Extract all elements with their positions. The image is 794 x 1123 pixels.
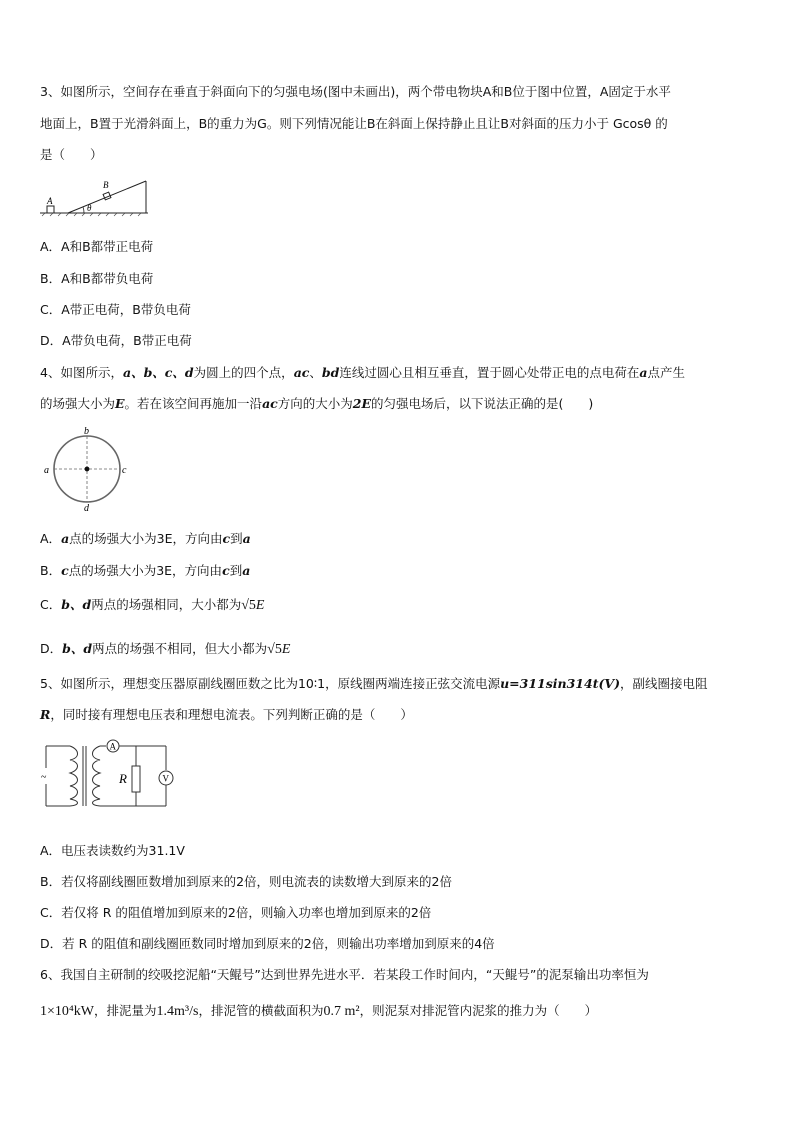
q5-resistor-label: R (119, 771, 127, 786)
q4-stem-line1: 4、如图所示，a、b、c、d为圆上的四个点，ac、bd连线过圆心且相互垂直，置于圆心处带正电的点电荷在a点产生 (40, 365, 686, 380)
q4-circle-figure (42, 424, 130, 512)
q5-option-b[interactable]: B．若仅将副线圈匝数增加到原来的2倍，则电流表的读数增大到原来的2倍 (40, 874, 452, 889)
q3-stem-line3: 是（ ） (40, 147, 103, 162)
q4-label-c: c (122, 465, 127, 476)
q5-option-a[interactable]: A．电压表读数约为31.1V (40, 843, 185, 858)
q3-stem-line1: 3、如图所示，空间存在垂直于斜面向下的匀强电场(图中未画出)，两个带电物块A和B位于图中位置，A固定于水平 (40, 84, 671, 99)
q5-transformer-circuit (40, 738, 180, 814)
q4-stem-line2: 的场强大小为E。若在该空间再施加一沿ac方向的大小为2E的匀强电场后，以下说法正确的是( ) (40, 396, 594, 411)
q5-voltmeter-label: V (162, 773, 169, 784)
q5-option-c[interactable]: C．若仅将 R 的阻值增加到原来的2倍，则输入功率也增加到原来的2倍 (40, 905, 432, 920)
q4-label-d: d (84, 503, 89, 512)
q5-stem-line1: 5、如图所示，理想变压器原副线圈匝数之比为10∶1，原线圈两端连接正弦交流电源u=311sin314t(V)，副线圈接电阻 (40, 676, 708, 691)
q4-label-a: a (44, 465, 49, 476)
q3-label-a: A (47, 196, 53, 206)
q3-option-d[interactable]: D．A带负电荷，B带正电荷 (40, 333, 192, 348)
q4-option-c[interactable]: C．b、d两点的场强相同，大小都为√5E (40, 597, 265, 613)
q3-option-b[interactable]: B．A和B都带负电荷 (40, 271, 154, 286)
q4-option-d[interactable]: D．b、d两点的场强不相同，但大小都为√5E (40, 641, 291, 657)
q3-stem-line2: 地面上，B置于光滑斜面上，B的重力为G。则下列情况能让B在斜面上保持静止且让B对斜面的压力小于 Gcosθ 的 (40, 116, 668, 131)
q3-incline-figure (40, 178, 152, 218)
q5-ammeter-label: A (109, 741, 116, 752)
q5-source-symbol: ~ (41, 772, 47, 783)
q3-option-a[interactable]: A．A和B都带正电荷 (40, 239, 154, 254)
q5-stem-line2: R，同时接有理想电压表和理想电流表。下列判断正确的是（ ） (40, 707, 413, 722)
q4-label-b: b (84, 426, 89, 437)
q3-label-theta: θ (87, 203, 92, 213)
q3-option-c[interactable]: C．A带正电荷，B带负电荷 (40, 302, 191, 317)
q4-option-b[interactable]: B．c点的场强大小为3E，方向由c到a (40, 563, 251, 578)
q6-stem-line2: 1×10⁴kW，排泥量为1.4m³/s，排泥管的横截面积为0.7 m²，则泥泵对排泥管内泥浆的推力为（ ） (40, 1003, 598, 1019)
q4-option-a[interactable]: A．a点的场强大小为3E，方向由c到a (40, 531, 251, 546)
q6-stem-line1: 6、我国自主研制的绞吸挖泥船“天鲲号”达到世界先进水平．若某段工作时间内，“天鲲号”的泥泵输出功率恒为 (40, 967, 649, 982)
q5-option-d[interactable]: D．若 R 的阻值和副线圈匝数同时增加到原来的2倍，则输出功率增加到原来的4倍 (40, 936, 495, 951)
q3-label-b: B (103, 180, 109, 190)
